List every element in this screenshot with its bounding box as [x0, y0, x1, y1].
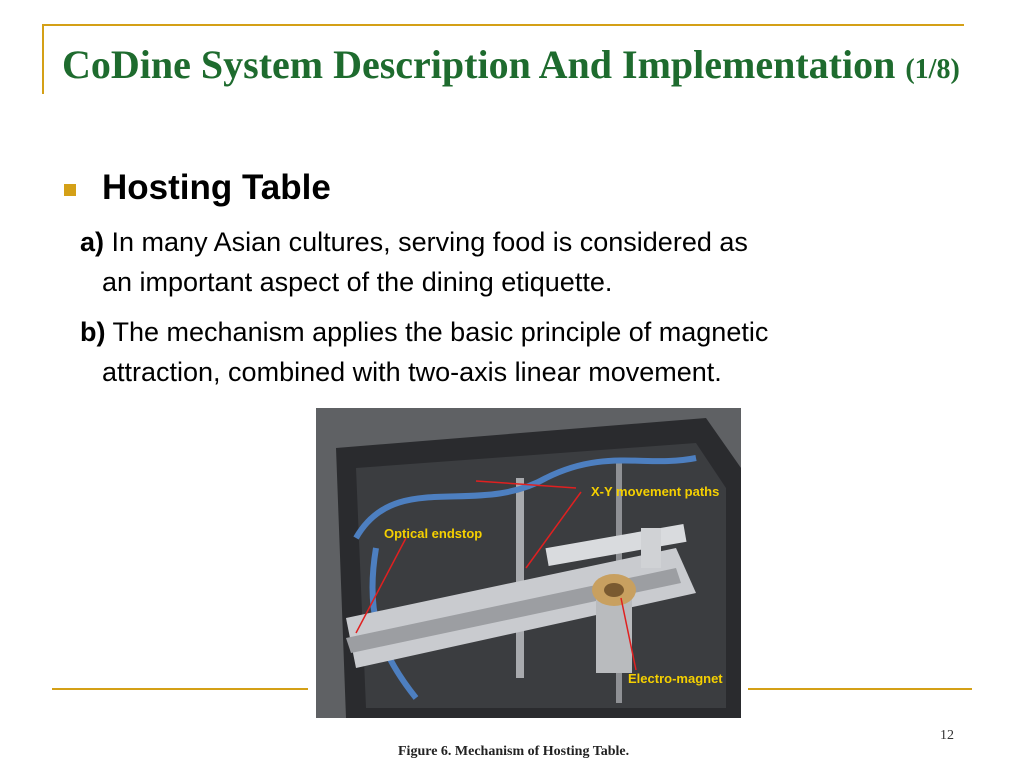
bottom-rule-right [748, 688, 972, 690]
page-number: 12 [940, 728, 954, 743]
title-main: CoDine System Description And Implementation [62, 42, 896, 87]
title-part: (1/8) [905, 54, 960, 85]
hosting-table-photo [316, 408, 741, 718]
item-line1: The mechanism applies the basic principle of magnetic [112, 317, 769, 347]
section-heading: Hosting Table [102, 168, 331, 207]
bullet-square-icon [64, 184, 76, 196]
annotation-optical: Optical endstop [384, 526, 483, 541]
item-label: a) [80, 227, 105, 257]
slide-title [62, 40, 962, 95]
item-label: b) [80, 317, 106, 347]
item-line2: an important aspect of the dining etiquette. [102, 267, 613, 297]
item-line2: attraction, combined with two-axis linear movement. [102, 357, 722, 387]
bottom-rule-left [52, 688, 308, 690]
left-rule [42, 24, 44, 94]
figure-caption: Figure 6. Mechanism of Hosting Table. [398, 744, 630, 759]
annotation-xy: X-Y movement paths [591, 484, 720, 499]
annotation-magnet: Electro-magnet [628, 671, 723, 686]
mechanism-illustration [316, 408, 741, 718]
top-rule [42, 24, 964, 26]
list-item-b [80, 312, 980, 392]
list-item-a [80, 222, 980, 302]
item-line1: In many Asian cultures, serving food is considered as [111, 227, 748, 257]
